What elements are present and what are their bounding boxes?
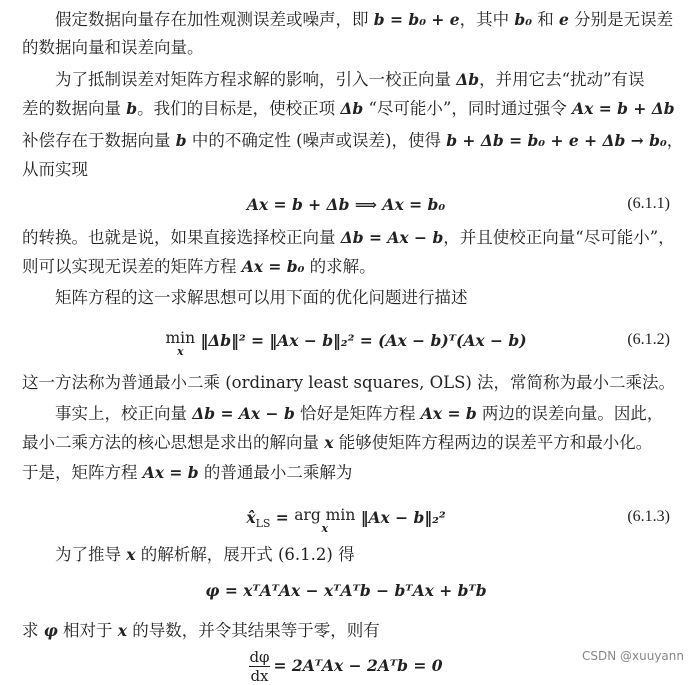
text-line <box>22 227 675 249</box>
text-segment: 。我们的目标是，使校正项 <box>137 99 341 118</box>
text-line <box>22 37 204 59</box>
text-segment: 两边的误差向量。因此， <box>476 404 664 423</box>
math-expression: Δb <box>456 70 480 89</box>
math-expression: Δb = Ax − b <box>192 404 295 423</box>
watermark: CSDN @xuuyann <box>581 649 684 663</box>
math-expression: = 2AᵀAx − 2Aᵀb = 0 <box>273 656 443 675</box>
text-segment: ， <box>666 131 684 150</box>
equation <box>0 506 692 536</box>
operator-name: min <box>165 329 196 347</box>
math-expression: Ax = b₀ <box>241 257 305 276</box>
math-expression: φ <box>43 621 58 640</box>
math-expression: = <box>270 508 295 527</box>
text-segment: “尽可能小”，同时通过强令 <box>363 99 573 118</box>
math-expression: Ax = b + Δb ⟹ Ax = b₀ <box>246 195 446 214</box>
text-segment: 差的数据向量 <box>22 99 127 118</box>
text-line <box>22 620 380 642</box>
math-expression: Ax = b + Δb <box>572 99 675 118</box>
text-segment: 的解析解，展开式 (6.1.2) 得 <box>135 545 355 564</box>
text-segment: 恰好是矩阵方程 <box>294 404 421 423</box>
math-expression: b = b₀ + e <box>373 10 460 29</box>
text-segment: 的转换。也就是说，如果直接选择校正向量 <box>22 228 341 247</box>
math-expression: Ax = b <box>420 404 477 423</box>
fraction-numerator: dφ <box>249 648 270 666</box>
text-segment: 则可以实现无误差的矩阵方程 <box>22 257 242 276</box>
math-expression: ‖Ax − b‖₂² <box>355 508 446 527</box>
math-expression: x <box>324 433 334 452</box>
text-segment: 补偿存在于数据向量 <box>22 131 176 150</box>
math-operator <box>165 329 195 357</box>
text-line <box>55 544 355 566</box>
math-expression: ‖Δb‖² = ‖Ax − b‖₂² = (Ax − b)ᵀ(Ax − b) <box>195 331 527 350</box>
text-line <box>22 462 352 484</box>
math-expression: x <box>117 621 128 640</box>
text-segment: 的数据向量和误差向量。 <box>22 38 204 57</box>
math-expression: b <box>175 131 187 150</box>
text-segment: 于是，矩阵方程 <box>22 463 143 482</box>
text-line <box>22 372 675 394</box>
text-line <box>22 432 652 454</box>
text-segment: 分别是无误差 <box>568 10 674 29</box>
text-segment: 的普通最小二乘解为 <box>198 463 353 482</box>
text-segment: ，并用它去“扰动”有误 <box>479 70 645 89</box>
text-segment: 为了推导 <box>55 545 127 564</box>
math-expression: Δb <box>340 99 364 118</box>
text-line <box>22 159 88 181</box>
math-expression: e <box>559 10 569 29</box>
text-segment: 能够使矩阵方程两边的误差平方和最小化。 <box>333 433 653 452</box>
equation <box>0 193 692 217</box>
equation-number: (6.1.1) <box>627 195 670 212</box>
text-line <box>55 287 468 309</box>
equation-number: (6.1.2) <box>627 331 670 348</box>
text-line <box>22 256 376 278</box>
text-segment: 求 <box>22 621 44 640</box>
text-segment: 为了抵制误差对矩阵方程求解的影响，引入一校正向量 <box>55 70 457 89</box>
text-line <box>55 403 663 425</box>
text-segment: 的求解。 <box>304 257 376 276</box>
equation <box>0 329 692 357</box>
text-segment: 最小二乘方法的核心思想是求出的解向量 <box>22 433 325 452</box>
equation <box>0 579 692 603</box>
operator-name: arg min <box>294 506 356 524</box>
operator-subscript: x <box>176 345 184 358</box>
text-segment: ，并且使校正向量“尽可能小”， <box>443 228 675 247</box>
text-line <box>22 98 675 120</box>
math-expression: Ax = b <box>142 463 199 482</box>
operator-subscript: x <box>321 522 329 535</box>
text-segment: LS <box>255 517 271 530</box>
math-expression: x <box>126 545 136 564</box>
text-segment: 的导数，并令其结果等于零，则有 <box>127 621 380 640</box>
text-line <box>22 130 683 152</box>
text-segment: 事实上，校正向量 <box>55 404 193 423</box>
text-segment: ，其中 <box>459 10 515 29</box>
text-segment: 中的不确定性 (噪声或误差)，使得 <box>186 131 447 150</box>
math-expression: x̂ <box>246 508 256 527</box>
text-line <box>55 9 673 31</box>
math-expression: φ = xᵀAᵀAx − xᵀAᵀb − bᵀAx + bᵀb <box>205 581 487 600</box>
text-segment: 从而实现 <box>22 160 88 179</box>
fraction-denominator: dx <box>250 667 269 685</box>
text-segment: 和 <box>532 10 560 29</box>
math-expression: b <box>126 99 138 118</box>
math-expression: Δb = Ax − b <box>340 228 444 247</box>
text-segment: 这一方法称为普通最小二乘 (ordinary least squares, OLS) 法，常简称为最小二乘法。 <box>22 373 676 392</box>
math-expression: b + Δb = b₀ + e + Δb → b₀ <box>446 131 667 150</box>
text-segment: 矩阵方程的这一求解思想可以用下面的优化问题进行描述 <box>55 288 468 307</box>
text-segment: 假定数据向量存在加性观测误差或噪声，即 <box>55 10 374 29</box>
text-line <box>55 69 645 91</box>
fraction <box>249 648 269 685</box>
equation-number: (6.1.3) <box>627 508 670 525</box>
math-operator <box>294 506 355 534</box>
text-segment: 相对于 <box>57 621 118 640</box>
math-expression: b₀ <box>514 10 533 29</box>
